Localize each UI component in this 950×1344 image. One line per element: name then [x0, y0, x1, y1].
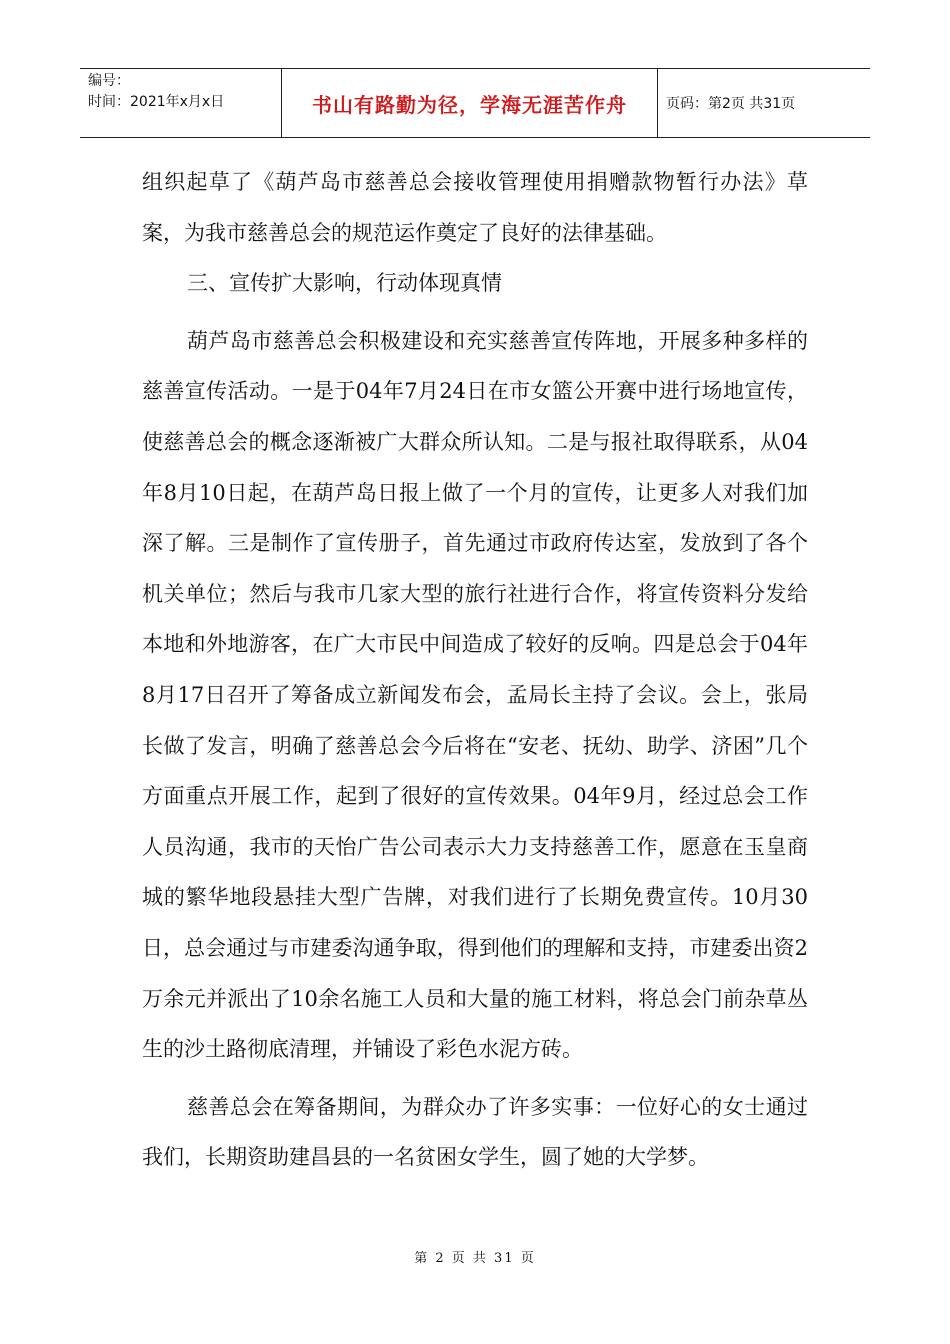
- paragraph-publicity: 葫芦岛市慈善总会积极建设和充实慈善宣传阵地，开展多种多样的慈善宣传活动。一是于04年7月24日在市女篮公开赛中进行场地宣传，使慈善总会的概念逐渐被广大群众所认知。二是与报社取得联系，从04年8月10日起，在葫芦岛日报上做了一个月的宣传，让更多人对我们加深了解。三是制作了宣传册子，首先通过市政府传达室，发放到了各个机关单位；然后与我市几家大型的旅行社进行合作，将宣传资料分发给本地和外地游客，在广大市民中间造成了较好的反响。四是总会于04年8月17日召开了筹备成立新闻发布会，孟局长主持了会议。会上，张局长做了发言，明确了慈善总会今后将在“安老、抚幼、助学、济困”几个方面重点开展工作，起到了很好的宣传效果。04年9月，经过总会工作人员沟通，我市的天怡广告公司表示大力支持慈善工作，愿意在玉皇商城的繁华地段悬挂大型广告牌，对我们进行了长期免费宣传。10月30日，总会通过与市建委沟通争取，得到他们的理解和支持，市建委出资2万余元并派出了10余名施工人员和大量的施工材料，将总会门前杂草丛生的沙土路彻底清理，并铺设了彩色水泥方砖。: [142, 328, 808, 1062]
- page-footer: 第 2 页 共 31 页: [414, 1251, 536, 1266]
- document-body: [142, 157, 808, 1183]
- header-motto: 书山有路勤为径，学海无涯苦作舟: [282, 69, 658, 137]
- paragraph-continuation: 组织起草了《葫芦岛市慈善总会接收管理使用捐赠款物暂行办法》草案，为我市慈善总会的规范运作奠定了良好的法律基础。: [142, 170, 808, 245]
- header-page-info: 页码：第2页 共31页: [666, 96, 796, 112]
- section-heading: 三、宣传扩大影响，行动体现真情: [187, 271, 502, 296]
- header-meta: [80, 69, 282, 137]
- page-header: [80, 68, 870, 138]
- paragraph-good-deeds: 慈善总会在筹备期间，为群众办了许多实事：一位好心的女士通过我们，长期资助建昌县的一名贫困女学生，圆了她的大学梦。: [142, 1094, 808, 1170]
- document-time-label: 时间：2021年x月x日: [88, 94, 225, 110]
- document-number-label: 编号：: [88, 73, 130, 89]
